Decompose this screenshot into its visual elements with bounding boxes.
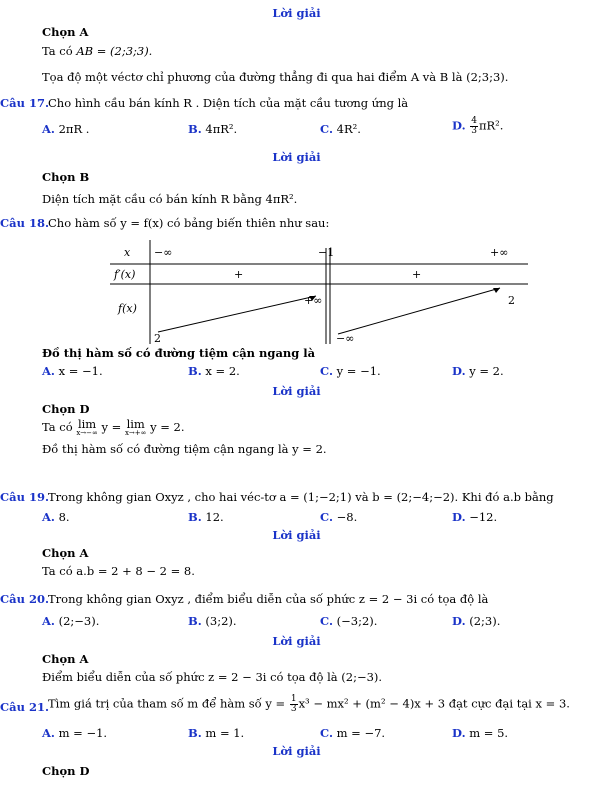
option-c: C. (−3;2). bbox=[320, 614, 378, 628]
question-text: Cho hình cầu bán kính R . Diện tích của mặt cầu tương ứng là bbox=[48, 96, 409, 110]
sign: + bbox=[234, 268, 244, 281]
option-a: A. 2πR . bbox=[42, 122, 90, 136]
option-c: C. 4R². bbox=[320, 122, 361, 136]
solution-heading: Lời giải bbox=[272, 634, 321, 648]
variation-table bbox=[110, 238, 530, 350]
f-val: −∞ bbox=[336, 332, 355, 345]
x-val: +∞ bbox=[490, 246, 509, 259]
question-text: Tìm giá trị của tham số m để hàm số y = $\frac{1}{3}$ x³ − mx² + (m² − 4)x + 3 đạt cực đại tại x = 3. bbox=[48, 694, 570, 714]
option-b: B. 4πR². bbox=[188, 122, 238, 136]
question-text: Trong không gian Oxyz , điểm biểu diễn của số phức z = 2 − 3i có tọa độ là bbox=[48, 592, 489, 606]
question-label: Câu 18. bbox=[0, 216, 49, 230]
option-a: A. 8. bbox=[42, 510, 70, 524]
solution-heading: Lời giải bbox=[272, 6, 321, 20]
text-line: Đồ thị hàm số có đường tiệm cận ngang là y = 2. bbox=[42, 442, 327, 456]
sign: + bbox=[412, 268, 422, 281]
solution-heading: Lời giải bbox=[272, 744, 321, 758]
option-b: B. x = 2. bbox=[188, 364, 240, 378]
limit-line: Ta có lim x→−∞ y = lim x→+∞ y = 2. bbox=[42, 417, 185, 437]
x-val: −1 bbox=[318, 246, 335, 259]
question-label: Câu 19. bbox=[0, 490, 49, 504]
option-b: B. (3;2). bbox=[188, 614, 237, 628]
option-c: C. m = −7. bbox=[320, 726, 386, 740]
f-val: 2 bbox=[508, 294, 515, 307]
text-line: Diện tích mặt cầu có bán kính R bằng 4πR². bbox=[42, 192, 298, 206]
option-d: D. y = 2. bbox=[452, 364, 504, 378]
x-val: −∞ bbox=[154, 246, 173, 259]
table-row-x: x bbox=[124, 246, 131, 259]
question-label: Câu 20. bbox=[0, 592, 49, 606]
text-line: Ta có AB = (2;3;3). bbox=[42, 44, 153, 58]
option-a: A. m = −1. bbox=[42, 726, 108, 740]
choice-label: Chọn A bbox=[42, 25, 89, 39]
f-val: +∞ bbox=[304, 294, 323, 307]
option-d: D. m = 5. bbox=[452, 726, 509, 740]
option-b: B. m = 1. bbox=[188, 726, 245, 740]
choice-label: Chọn A bbox=[42, 652, 89, 666]
choice-label: Chọn D bbox=[42, 402, 90, 416]
choice-label: Chọn A bbox=[42, 546, 89, 560]
solution-heading: Lời giải bbox=[272, 384, 321, 398]
question-text: Đồ thị hàm số có đường tiệm cận ngang là bbox=[42, 346, 316, 360]
solution-heading: Lời giải bbox=[272, 528, 321, 542]
option-c: C. y = −1. bbox=[320, 364, 381, 378]
choice-label: Chọn B bbox=[42, 170, 90, 184]
question-label: Câu 21. bbox=[0, 700, 49, 714]
table-row-f: f(x) bbox=[118, 302, 137, 315]
text-line: Tọa độ một véctơ chỉ phương của đường thẳng đi qua hai điểm A và B là (2;3;3). bbox=[42, 70, 509, 84]
f-val: 2 bbox=[154, 332, 161, 345]
text-line: Ta có a.b = 2 + 8 − 2 = 8. bbox=[42, 564, 195, 578]
option-b: B. 12. bbox=[188, 510, 224, 524]
table-row-fprime: f′(x) bbox=[114, 268, 136, 281]
question-text: Trong không gian Oxyz , cho hai véc-tơ a = (1;−2;1) và b = (2;−4;−2). Khi đó a.b bằng bbox=[48, 490, 554, 504]
option-a: A. (2;−3). bbox=[42, 614, 100, 628]
choice-label: Chọn D bbox=[42, 764, 90, 778]
option-d: D. −12. bbox=[452, 510, 498, 524]
solution-heading: Lời giải bbox=[272, 150, 321, 164]
option-d: D. (2;3). bbox=[452, 614, 501, 628]
option-a: A. x = −1. bbox=[42, 364, 103, 378]
option-c: C. −8. bbox=[320, 510, 358, 524]
text-line: Điểm biểu diễn của số phức z = 2 − 3i có tọa độ là (2;−3). bbox=[42, 670, 383, 684]
question-label: Câu 17. bbox=[0, 96, 49, 110]
question-text: Cho hàm số y = f(x) có bảng biến thiên như sau: bbox=[48, 216, 330, 230]
option-d: D. $\frac{4}{3}$ πR². bbox=[452, 116, 504, 136]
